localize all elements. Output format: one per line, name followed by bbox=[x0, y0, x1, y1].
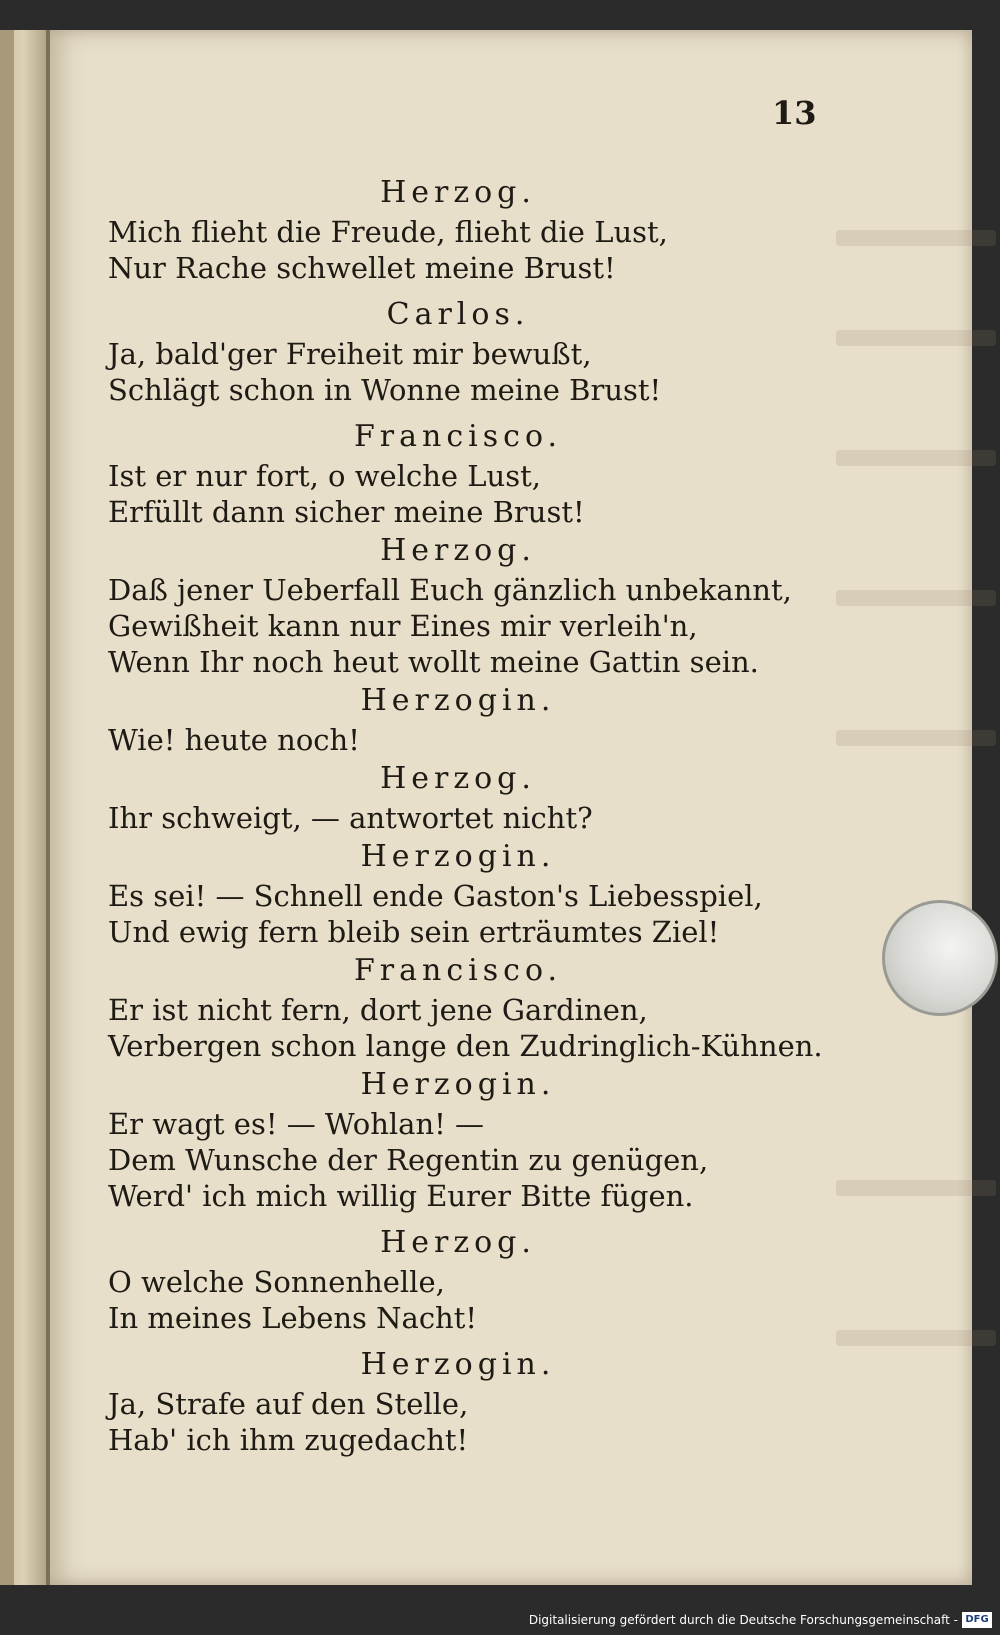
play-text bbox=[108, 172, 823, 1458]
page-number: 13 bbox=[772, 94, 817, 132]
dialogue-block bbox=[108, 1064, 808, 1214]
verse-line: Werd' ich mich willig Eurer Bitte fügen. bbox=[108, 1179, 694, 1213]
dialogue-block bbox=[108, 1222, 808, 1336]
dialogue-block bbox=[108, 758, 808, 836]
bleed-through-text bbox=[836, 450, 996, 466]
speaker-name: Herzogin. bbox=[360, 1347, 556, 1382]
speaker-name: Carlos. bbox=[386, 297, 530, 332]
speaker-name: Herzog. bbox=[380, 175, 536, 210]
dialogue-block bbox=[108, 294, 808, 408]
verse-line: Dem Wunsche der Regentin zu genügen, bbox=[108, 1143, 709, 1177]
verse-line: Ja, bald'ger Freiheit mir bewußt, bbox=[108, 337, 592, 371]
verse-line: Ist er nur fort, o welche Lust, bbox=[108, 459, 541, 493]
digitization-credit: Digitalisierung gefördert durch die Deutsche Forschungsgemeinschaft - bbox=[528, 1613, 958, 1627]
verse-line: O welche Sonnenhelle, bbox=[108, 1265, 445, 1299]
speaker-name: Herzogin. bbox=[360, 839, 556, 874]
speaker-name: Herzogin. bbox=[360, 1067, 556, 1102]
bleed-through-text bbox=[836, 1180, 996, 1196]
verse-line: Wie! heute noch! bbox=[108, 723, 360, 757]
speaker-name: Herzog. bbox=[380, 533, 536, 568]
speaker-name: Herzog. bbox=[380, 1225, 536, 1260]
dialogue-block bbox=[108, 1344, 808, 1458]
bleed-through-text bbox=[836, 330, 996, 346]
verse-line: Hab' ich ihm zugedacht! bbox=[108, 1423, 469, 1457]
bleed-through-text bbox=[836, 590, 996, 606]
dfg-logo: DFG bbox=[962, 1612, 992, 1628]
page-clip bbox=[882, 900, 998, 1016]
dialogue-block bbox=[108, 950, 823, 1064]
verse-line: Wenn Ihr noch heut wollt meine Gattin sein. bbox=[108, 645, 759, 679]
verse-line: Erfüllt dann sicher meine Brust! bbox=[108, 495, 585, 529]
speaker-name: Herzogin. bbox=[360, 683, 556, 718]
verse-line: In meines Lebens Nacht! bbox=[108, 1301, 478, 1335]
verse-line: Er ist nicht fern, dort jene Gardinen, bbox=[108, 993, 648, 1027]
verse-line: Nur Rache schwellet meine Brust! bbox=[108, 251, 616, 285]
dialogue-block bbox=[108, 172, 808, 286]
speaker-name: Herzog. bbox=[380, 761, 536, 796]
bleed-through-text bbox=[836, 730, 996, 746]
verse-line: Und ewig fern bleib sein erträumtes Ziel! bbox=[108, 915, 720, 949]
verse-line: Schlägt schon in Wonne meine Brust! bbox=[108, 373, 662, 407]
verse-line: Mich flieht die Freude, flieht die Lust, bbox=[108, 215, 668, 249]
page-gutter bbox=[46, 30, 50, 1585]
verse-line: Er wagt es! — Wohlan! — bbox=[108, 1107, 485, 1141]
verse-line: Verbergen schon lange den Zudringlich-Kühnen. bbox=[108, 1029, 823, 1063]
speaker-name: Francisco. bbox=[353, 953, 563, 988]
dialogue-block bbox=[108, 530, 808, 680]
dialogue-block bbox=[108, 416, 808, 530]
bleed-through-text bbox=[836, 1330, 996, 1346]
dialogue-block bbox=[108, 836, 808, 950]
speaker-name: Francisco. bbox=[353, 419, 563, 454]
page-stack-edge bbox=[0, 30, 14, 1585]
verse-line: Ja, Strafe auf den Stelle, bbox=[108, 1387, 469, 1421]
dialogue-block bbox=[108, 680, 808, 758]
bleed-through-text bbox=[836, 230, 996, 246]
verse-line: Daß jener Ueberfall Euch gänzlich unbekannt, bbox=[108, 573, 792, 607]
verse-line: Gewißheit kann nur Eines mir verleih'n, bbox=[108, 609, 698, 643]
verse-line: Es sei! — Schnell ende Gaston's Liebesspiel, bbox=[108, 879, 763, 913]
verse-line: Ihr schweigt, — antwortet nicht? bbox=[108, 801, 593, 835]
